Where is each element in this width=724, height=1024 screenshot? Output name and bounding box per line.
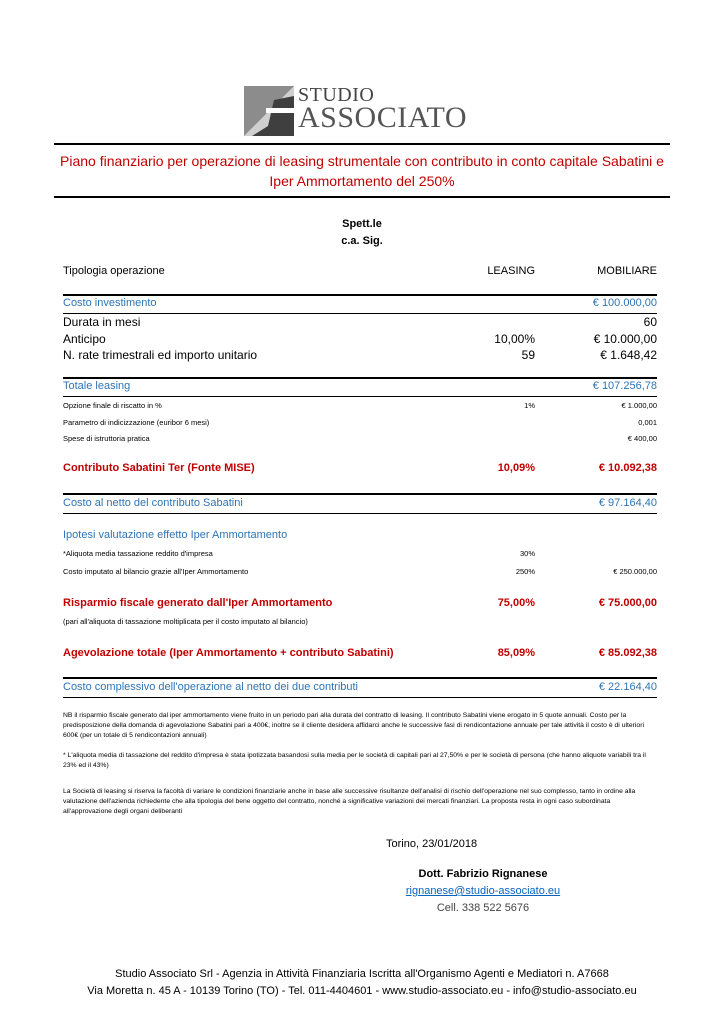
row-agevolazione	[63, 647, 657, 664]
recipient-line-1: Spett.le	[342, 218, 382, 230]
row-costo-imputato	[63, 567, 657, 584]
spese-label: Spese di istruttoria pratica	[63, 434, 150, 443]
footer	[0, 966, 724, 1000]
row-parametro	[63, 418, 657, 435]
recipient-line-2: c.a. Sig.	[341, 235, 383, 247]
agevolazione-pct: 85,09%	[497, 647, 535, 659]
aliquota-pct: 30%	[519, 549, 535, 558]
footer-line-2: Via Moretta n. 45 A - 10139 Torino (TO) - Tel. 011-4404601 - www.studio-associato.eu - info@studio-associato.eu	[87, 985, 637, 997]
ipotesi-label: Ipotesi valutazione effetto Iper Ammortamento	[63, 529, 288, 541]
row-risparmio-note	[63, 617, 657, 634]
anticipo-value: € 10.000,00	[593, 332, 657, 346]
costo-complessivo-label: Costo complessivo dell'operazione al netto dei due contributi	[63, 681, 358, 693]
row-rate	[63, 348, 657, 365]
row-spese	[63, 434, 657, 451]
footer-line-1: Studio Associato Srl - Agenzia in Attività Finanziaria Iscritta all'Organismo Agenti e Mediatori n. A7668	[115, 968, 609, 980]
title-top-rule	[54, 143, 670, 145]
logo-text-studio: STUDIO	[298, 84, 375, 106]
row-costo-complessivo	[63, 681, 657, 698]
parametro-value: 0,001	[638, 418, 657, 427]
contributo-value: € 10.092,38	[598, 462, 657, 474]
anticipo-label: Anticipo	[63, 332, 106, 346]
rate-count: 59	[521, 348, 535, 362]
rule	[63, 677, 657, 679]
row-ipotesi	[63, 529, 657, 546]
costo-complessivo-value: € 22.164,40	[598, 681, 657, 693]
rule	[63, 493, 657, 495]
rule	[63, 697, 657, 698]
contributo-label: Contributo Sabatini Ter (Fonte MISE)	[63, 462, 255, 474]
row-costo-netto	[63, 497, 657, 514]
rule	[63, 313, 657, 314]
header-label: Tipologia operazione	[63, 265, 165, 277]
row-risparmio	[63, 597, 657, 614]
totale-leasing-label: Totale leasing	[63, 380, 131, 392]
rule	[63, 396, 657, 397]
totale-leasing-value: € 107.256,78	[592, 380, 657, 392]
costo-investimento-value: € 100.000,00	[592, 297, 657, 309]
risparmio-label: Risparmio fiscale generato dall'Iper Ammortamento	[63, 597, 333, 609]
header-col-leasing: LEASING	[487, 265, 535, 277]
logo-mark-icon	[244, 86, 294, 136]
signer-email-link[interactable]: rignanese@studio-associato.eu	[405, 885, 561, 897]
costo-imputato-label: Costo imputato al bilancio grazie all'Iper Ammortamento	[63, 567, 249, 576]
costo-imputato-pct: 250%	[515, 567, 535, 576]
note-aliquota: * L'aliquota media di tassazione del reddito d'impresa è stata ipotizzata basandosi sulla media per le società di capitali pari al 27,50% e per le società di persona (che hanno aliquote variabili tra il 23% ed il 43%)	[63, 752, 646, 769]
agevolazione-label: Agevolazione totale (Iper Ammortamento + contributo Sabatini)	[63, 647, 394, 659]
note-riserva: La Società di leasing si riserva la facoltà di variare le condizioni finanziarie anche in base alle successive risultanze dell'analisi di rischio dell'operazione nel suo complesso, tanto in ordine alla valutazione dell'azienda richiedente che alla tipologia del bene oggetto del contratto, nonché a significative variazioni dei mercati finanziari. La proposta resta in ogni caso subordinata all'approvazione degli organi deliberanti	[63, 788, 636, 815]
risparmio-value: € 75.000,00	[598, 597, 657, 609]
row-totale-leasing	[63, 380, 657, 397]
spese-value: € 400,00	[627, 434, 657, 443]
rate-label: N. rate trimestrali ed importo unitario	[63, 348, 258, 362]
header-col-mobiliare: MOBILIARE	[597, 265, 657, 277]
costo-imputato-value: € 250.000,00	[613, 567, 657, 576]
opzione-value: € 1.000,00	[621, 401, 657, 410]
row-opzione	[63, 401, 657, 418]
row-costo-investimento	[63, 297, 657, 314]
header-rule	[63, 294, 657, 296]
table-header	[63, 265, 657, 282]
title-line-2: Iper Ammortamento del 250%	[269, 173, 455, 189]
logo-text-associato: ASSOCIATO	[298, 101, 467, 134]
opzione-pct: 1%	[524, 401, 535, 410]
signer-name: Dott. Fabrizio Rignanese	[418, 868, 548, 880]
costo-investimento-label: Costo investimento	[63, 297, 157, 309]
row-aliquota	[63, 549, 657, 566]
durata-label: Durata in mesi	[63, 315, 141, 329]
row-durata	[63, 315, 657, 332]
title-line-1: Piano finanziario per operazione di leasing strumentale con contributo in conto capitale Sabatini e	[60, 153, 664, 169]
signer-phone: Cell. 338 522 5676	[436, 902, 530, 914]
row-contributo	[63, 462, 657, 479]
costo-netto-value: € 97.164,40	[598, 497, 657, 509]
rate-value: € 1.648,42	[600, 348, 657, 362]
rule	[63, 377, 657, 379]
contributo-pct: 10,09%	[497, 462, 535, 474]
opzione-label: Opzione finale di riscatto in %	[63, 401, 162, 410]
anticipo-pct: 10,00%	[494, 332, 535, 346]
rule	[63, 513, 657, 514]
place-date: Torino, 23/01/2018	[386, 838, 478, 850]
aliquota-label: *Aliquota media tassazione reddito d'impresa	[63, 549, 213, 558]
costo-netto-label: Costo al netto del contributo Sabatini	[63, 497, 243, 509]
parametro-label: Parametro di indicizzazione (euribor 6 mesi)	[63, 418, 210, 427]
row-anticipo	[63, 332, 657, 349]
risparmio-pct: 75,00%	[497, 597, 535, 609]
document-title	[52, 151, 672, 191]
note-nb: NB il risparmio fiscale generato dal iper ammortamento viene fruito in un periodo pari alla durata del contratto di leasing. Il contributo Sabatini viene erogato in 5 quote annuali. Costo per la predisposizione della domanda di agevolazione Sabatini pari a 400€, inoltre se il cliente desidera affidarci anche le successive fasi di rendicontazione annuale per tale attività il costo è di ulteriori 600€ (per un totale di 5 rendicontazioni annuali)	[63, 712, 644, 739]
agevolazione-value: € 85.092,38	[598, 647, 657, 659]
durata-value: 60	[643, 315, 657, 329]
risparmio-note: (pari all'aliquota di tassazione moltiplicata per il costo imputato al bilancio)	[63, 617, 308, 626]
title-bottom-rule	[54, 196, 670, 198]
